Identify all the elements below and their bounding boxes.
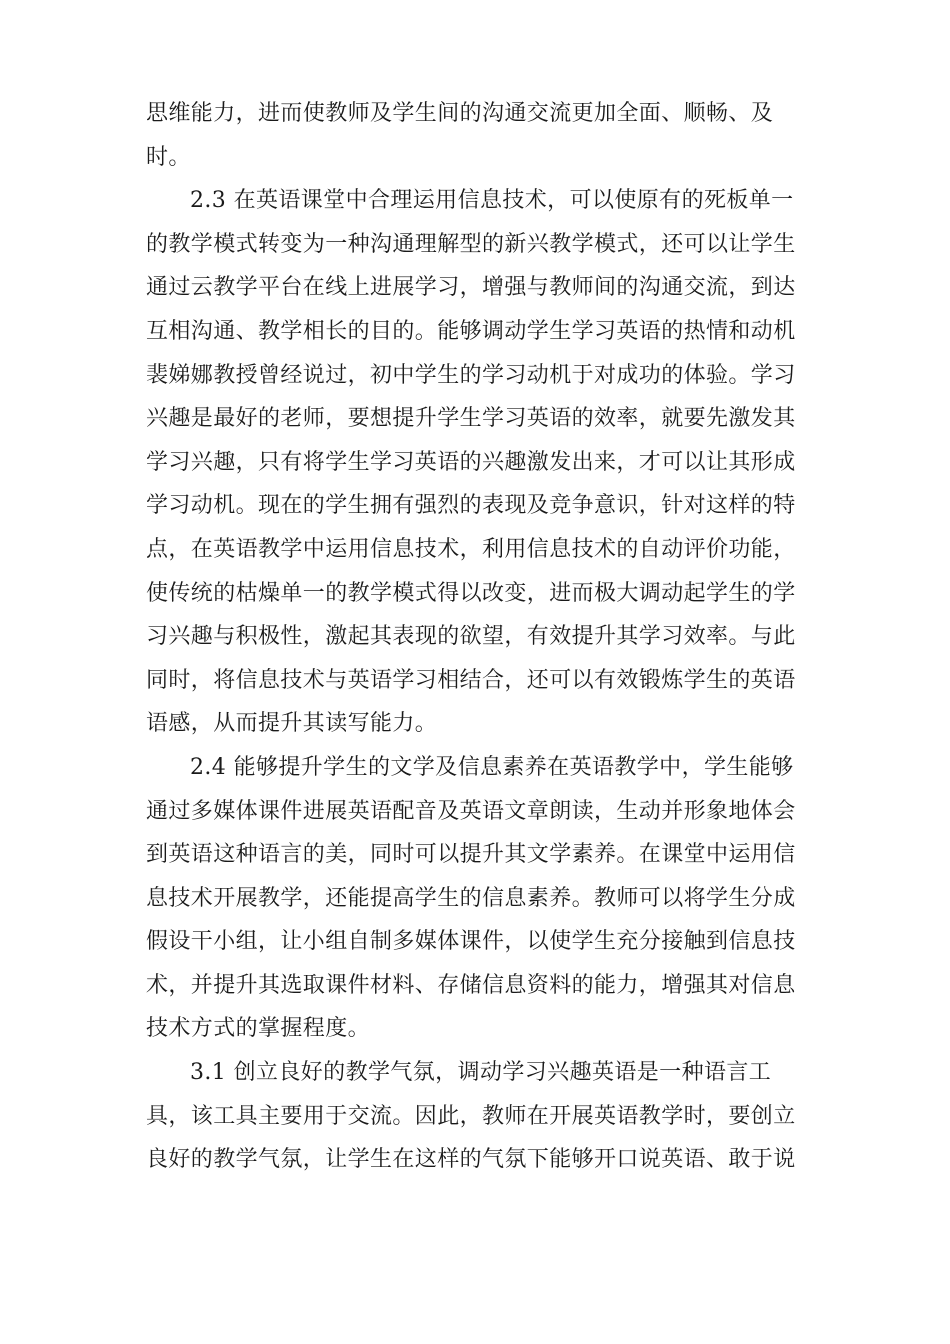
text-line: 2.4 能够提升学生的文学及信息素养在英语教学中，学生能够 bbox=[190, 754, 794, 780]
text-line: 时。 bbox=[146, 144, 191, 170]
text-line: 裴娣娜教授曾经说过，初中学生的学习动机于对成功的体验。学习 bbox=[146, 362, 796, 388]
text-line: 3.1 创立良好的教学气氛，调动学习兴趣英语是一种语言工 bbox=[190, 1060, 772, 1086]
text-line: 同时，将信息技术与英语学习相结合，还可以有效锻炼学生的英语 bbox=[146, 667, 796, 693]
text-line: 的教学模式转变为一种沟通理解型的新兴教学模式，还可以让学生 bbox=[146, 231, 796, 257]
paragraph-2-3 bbox=[146, 179, 796, 746]
paragraph-3-1 bbox=[146, 1051, 796, 1182]
text-line: 息技术开展教学，还能提高学生的信息素养。教师可以将学生分成 bbox=[146, 885, 796, 911]
text-line: 术，并提升其选取课件材料、存储信息资料的能力，增强其对信息 bbox=[146, 972, 796, 998]
text-line: 良好的教学气氛，让学生在这样的气氛下能够开口说英语、敢于说 bbox=[146, 1147, 796, 1173]
text-line: 学习兴趣，只有将学生学习英语的兴趣激发出来，才可以让其形成 bbox=[146, 449, 796, 475]
text-line: 语感，从而提升其读写能力。 bbox=[146, 711, 438, 737]
text-line: 到英语这种语言的美，同时可以提升其文学素养。在课堂中运用信 bbox=[146, 842, 796, 868]
text-line: 假设干小组，让小组自制多媒体课件，以使学生充分接触到信息技 bbox=[146, 929, 796, 955]
paragraph-continuation bbox=[146, 92, 796, 179]
text-line: 习兴趣与积极性，激起其表现的欲望，有效提升其学习效率。与此 bbox=[146, 624, 796, 650]
text-line: 技术方式的掌握程度。 bbox=[146, 1016, 371, 1042]
text-line: 使传统的枯燥单一的教学模式得以改变，进而极大调动起学生的学 bbox=[146, 580, 796, 606]
text-line: 思维能力，进而使教师及学生间的沟通交流更加全面、顺畅、及 bbox=[146, 101, 774, 126]
text-line: 通过云教学平台在线上进展学习，增强与教师间的沟通交流，到达 bbox=[146, 275, 796, 301]
paragraph-2-4 bbox=[146, 746, 796, 1051]
text-line: 点，在英语教学中运用信息技术，利用信息技术的自动评价功能， bbox=[146, 536, 796, 562]
text-line: 2.3 在英语课堂中合理运用信息技术，可以使原有的死板单一 bbox=[190, 188, 794, 214]
text-line: 学习动机。现在的学生拥有强烈的表现及竞争意识，针对这样的特 bbox=[146, 493, 796, 519]
text-line: 通过多媒体课件进展英语配音及英语文章朗读，生动并形象地体会 bbox=[146, 798, 796, 824]
text-line: 兴趣是最好的老师，要想提升学生学习英语的效率，就要先激发其 bbox=[146, 406, 796, 432]
text-line: 互相沟通、教学相长的目的。能够调动学生学习英语的热情和动机 bbox=[146, 318, 796, 344]
text-line: 具，该工具主要用于交流。因此，教师在开展英语教学时，要创立 bbox=[146, 1103, 796, 1129]
document-body bbox=[146, 92, 796, 1182]
